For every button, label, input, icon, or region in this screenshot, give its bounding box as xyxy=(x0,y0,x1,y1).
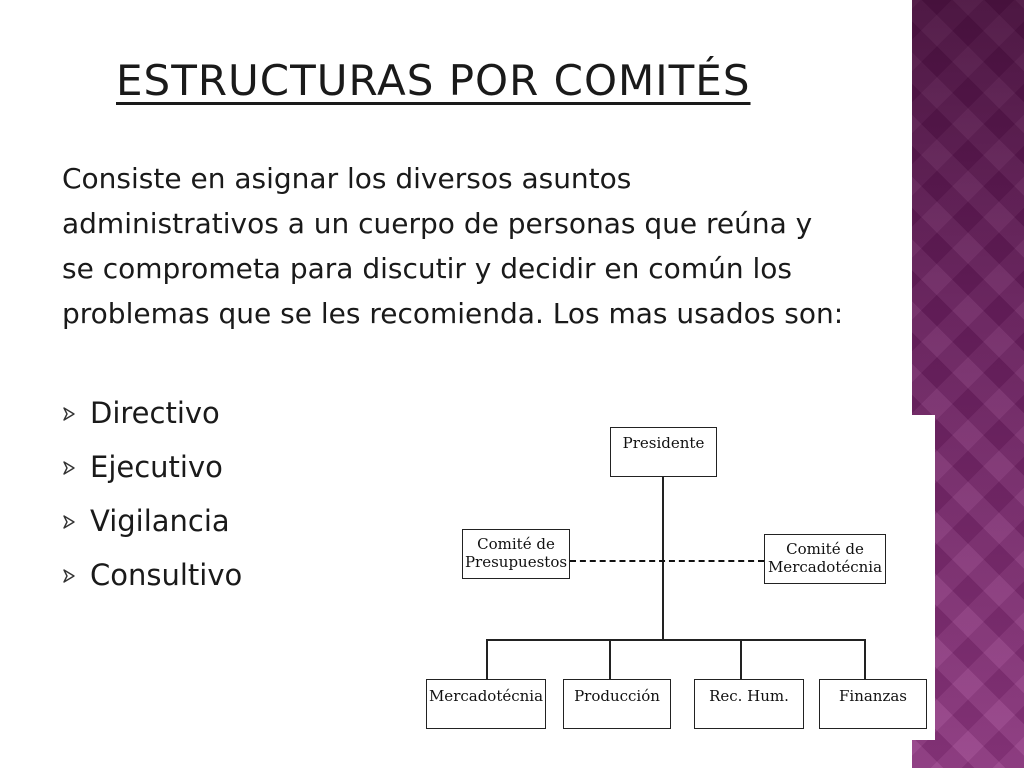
connector-line xyxy=(662,476,664,641)
org-box-committee-marketing xyxy=(764,534,886,584)
connector-line xyxy=(486,639,866,641)
org-box-label: Producción xyxy=(574,687,660,705)
org-box-label: Presupuestos xyxy=(464,553,568,571)
connector-line xyxy=(609,639,611,679)
org-box-dept-marketing xyxy=(426,679,546,729)
org-box-label: Comité de xyxy=(477,535,555,553)
arrow-right-icon xyxy=(62,461,76,475)
bullet-item xyxy=(62,440,242,494)
org-box-dept-production xyxy=(563,679,671,729)
org-box-label: Comité de xyxy=(786,540,864,558)
slide-title: ESTRUCTURAS POR COMITÉS xyxy=(116,56,751,105)
org-box-label: Mercadotécnia xyxy=(428,687,544,705)
bullet-list xyxy=(62,386,242,602)
bullet-item xyxy=(62,494,242,548)
bullet-label: Ejecutivo xyxy=(90,450,223,484)
bullet-label: Directivo xyxy=(90,396,220,430)
org-box-label: Presidente xyxy=(622,434,705,452)
org-box-committee-budget xyxy=(462,529,570,579)
arrow-right-icon xyxy=(62,407,76,421)
org-box-label: Finanzas xyxy=(838,687,907,705)
connector-line xyxy=(740,639,742,679)
connector-line xyxy=(486,639,488,679)
org-chart xyxy=(420,415,935,740)
committee-dashed-link xyxy=(570,560,764,562)
connector-line xyxy=(864,639,866,679)
slide-body-text: Consiste en asignar los diversos asuntos administrativos a un cuerpo de personas que reúna y se comprometa para discutir y decidir en común los problemas que se les recomienda. Los mas usados son: xyxy=(62,162,844,330)
bullet-item xyxy=(62,386,242,440)
bullet-label: Consultivo xyxy=(90,558,243,592)
org-box-label: Rec. Hum. xyxy=(709,687,789,705)
arrow-right-icon xyxy=(62,569,76,583)
org-box-dept-hr xyxy=(694,679,804,729)
org-box-dept-finance xyxy=(819,679,927,729)
org-box-presidente xyxy=(610,427,717,477)
arrow-right-icon xyxy=(62,515,76,529)
org-box-label: Mercadotécnia xyxy=(767,558,883,576)
bullet-label: Vigilancia xyxy=(90,504,230,538)
bullet-item xyxy=(62,548,242,602)
